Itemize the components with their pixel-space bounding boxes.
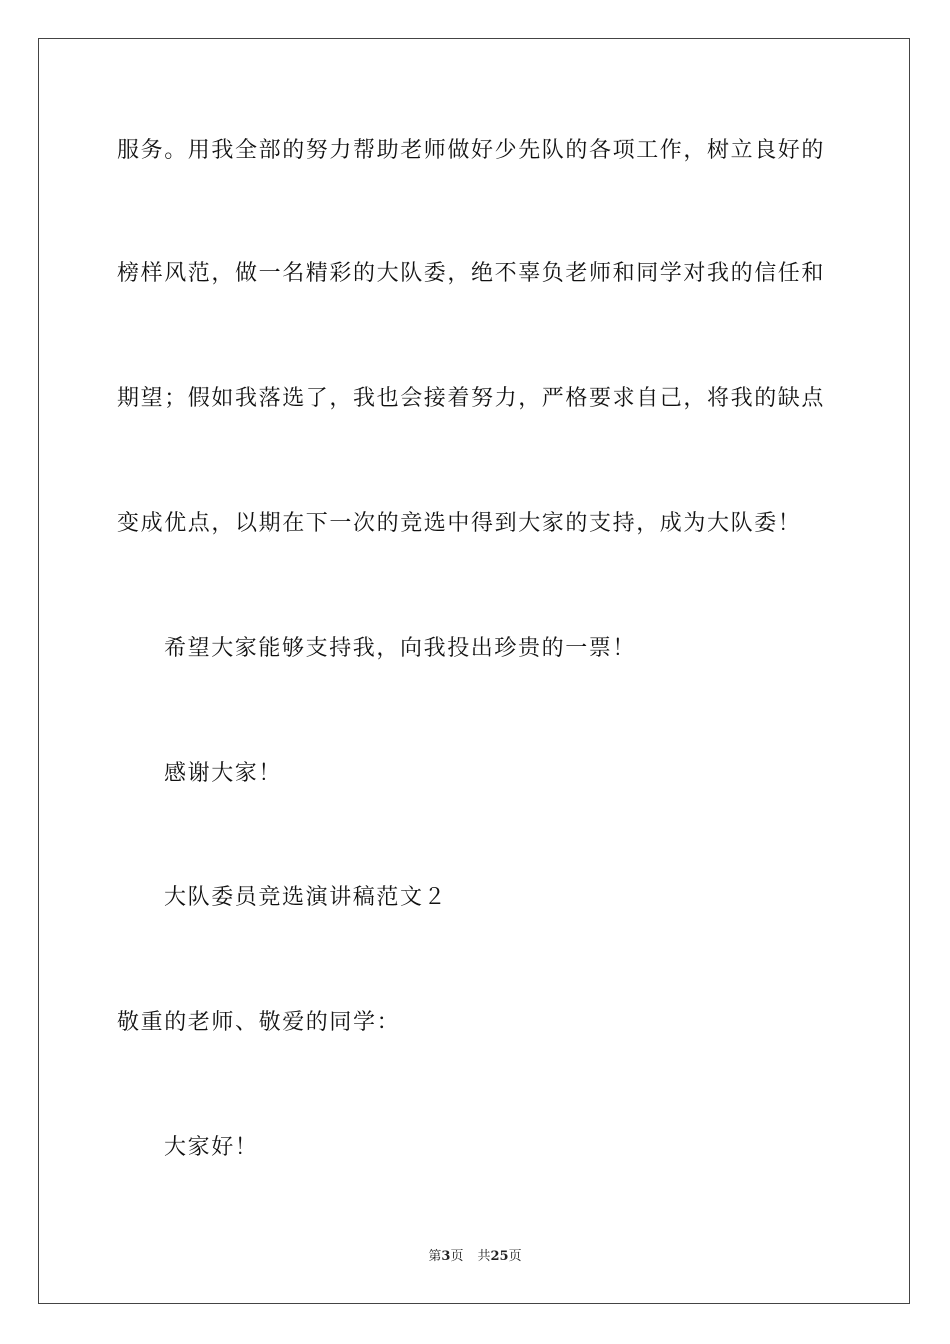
paragraph-line: 期望；假如我落选了，我也会接着努力，严格要求自己，将我的缺点: [117, 386, 826, 411]
page-border: [38, 38, 910, 1304]
page-suffix: 页: [450, 1249, 464, 1264]
salutation: 敬重的老师、敬爱的同学：: [117, 1010, 401, 1035]
paragraph-line: 变成优点，以期在下一次的竞选中得到大家的支持，成为大队委！: [117, 511, 802, 536]
page-prefix: 第: [428, 1249, 442, 1264]
greeting: 大家好！: [164, 1135, 259, 1160]
section-heading: 大队委员竞选演讲稿范文２: [164, 885, 448, 910]
paragraph-thanks: 感谢大家！: [164, 761, 283, 786]
paragraph-line: 服务。用我全部的努力帮助老师做好少先队的各项工作，树立良好的: [117, 138, 826, 163]
paragraph-support-request: 希望大家能够支持我，向我投出珍贵的一票！: [164, 636, 637, 661]
page-footer: [0, 1248, 950, 1266]
total-pages-number: 25: [490, 1249, 509, 1264]
paragraph-line: 榜样风范，做一名精彩的大队委，绝不辜负老师和同学对我的信任和: [117, 261, 826, 286]
total-prefix: 共: [477, 1249, 491, 1264]
current-page-number: 3: [441, 1249, 451, 1264]
total-suffix: 页: [508, 1249, 522, 1264]
